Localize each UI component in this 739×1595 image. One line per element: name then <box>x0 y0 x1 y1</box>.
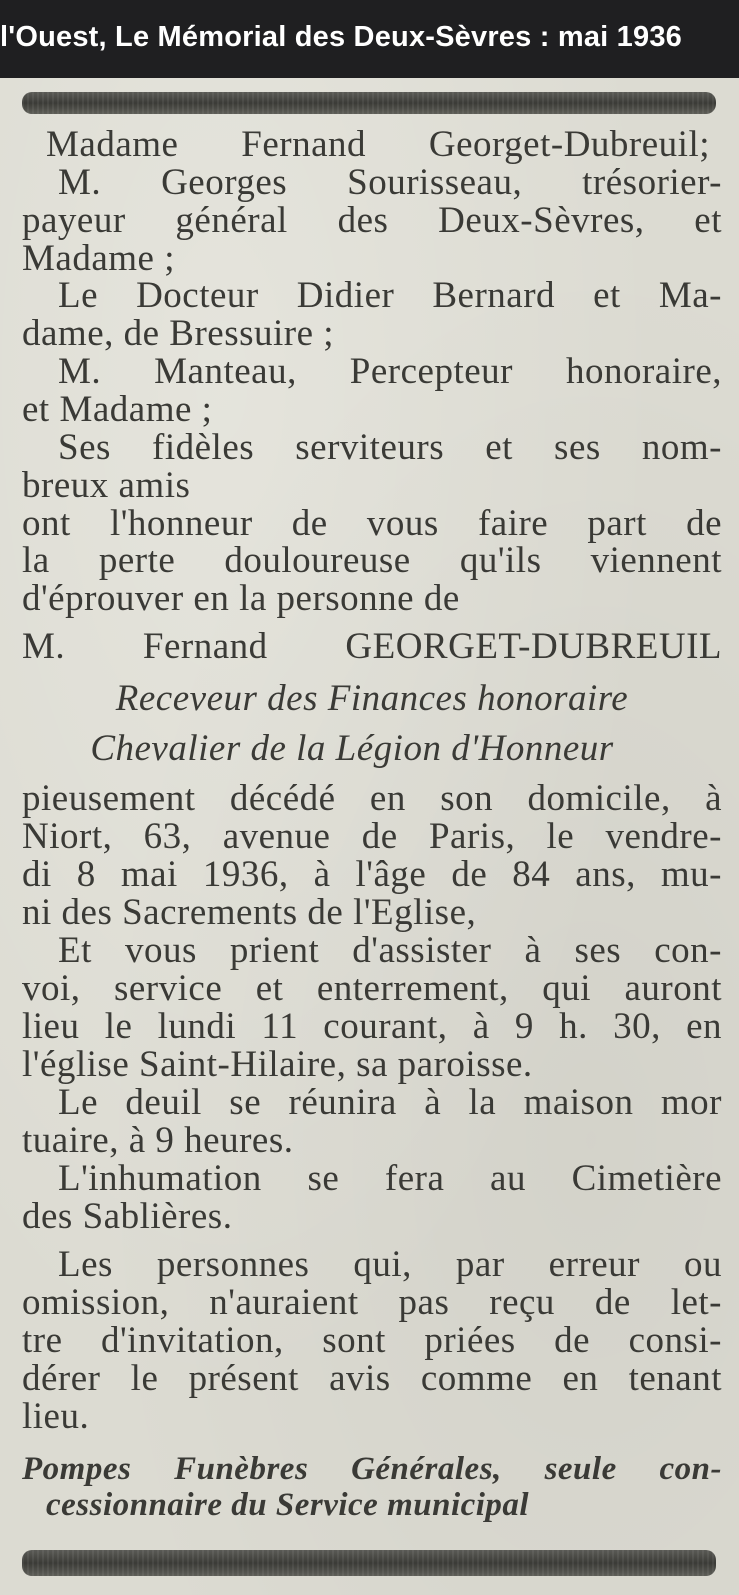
notice-line-23: lieu le lundi 11 courant, à 9 h. 30, en <box>22 1006 722 1047</box>
top-decorative-rule <box>22 92 716 114</box>
deceased-honour: Chevalier de la Légion d'Honneur <box>90 728 614 769</box>
notice-line-1: Madame Fernand Georget-Dubreuil; <box>46 124 710 165</box>
notice-line-7: M. Manteau, Percepteur honoraire, <box>58 351 722 392</box>
notice-line-8: et Madame ; <box>22 389 213 430</box>
notice-line-30: omission, n'auraient pas reçu de let- <box>22 1282 722 1323</box>
bottom-decorative-rule <box>22 1550 716 1576</box>
notice-line-22: voi, service et enterrement, qui auront <box>22 968 722 1009</box>
notice-line-2: M. Georges Sourisseau, trésorier- <box>58 162 722 203</box>
notice-line-3: payeur général des Deux-Sèvres, et <box>22 200 722 241</box>
notice-line-17: pieusement décédé en son domicile, à <box>22 778 722 819</box>
notice-line-18: Niort, 63, avenue de Paris, le vendre- <box>22 816 722 857</box>
notice-line-20: ni des Sacrements de l'Eglise, <box>22 892 477 933</box>
notice-line-26: tuaire, à 9 heures. <box>22 1120 294 1161</box>
notice-line-28: des Sablières. <box>22 1196 233 1237</box>
notice-line-25: Le deuil se réunira à la maison mor <box>58 1082 722 1123</box>
notice-line-31: tre d'invitation, sont priées de consi- <box>22 1320 722 1361</box>
notice-line-13: d'éprouver en la personne de <box>22 578 460 619</box>
newspaper-clipping <box>0 78 739 1595</box>
notice-line-12: la perte douloureuse qu'ils viennent <box>22 540 722 581</box>
notice-line-4: Madame ; <box>22 238 175 279</box>
page-title: l'Ouest, Le Mémorial des Deux-Sèvres : mai 1936 <box>0 20 682 53</box>
notice-line-24: l'église Saint-Hilaire, sa paroisse. <box>22 1044 533 1085</box>
notice-line-6: dame, de Bressuire ; <box>22 313 335 354</box>
notice-line-11: ont l'honneur de vous faire part de <box>22 503 722 544</box>
notice-line-10: breux amis <box>22 465 191 506</box>
notice-line-27: L'inhumation se fera au Cimetière <box>58 1158 722 1199</box>
notice-line-21: Et vous prient d'assister à ses con- <box>58 930 722 971</box>
notice-line-5: Le Docteur Didier Bernard et Ma- <box>58 275 722 316</box>
deceased-title: Receveur des Finances honoraire <box>115 678 629 719</box>
header-bar <box>0 0 739 78</box>
notice-line-32: dérer le présent avis comme en tenant <box>22 1358 722 1399</box>
notice-line-19: di 8 mai 1936, à l'âge de 84 ans, mu- <box>22 854 722 895</box>
notice-line-29: Les personnes qui, par erreur ou <box>58 1244 722 1285</box>
deceased-name: M. Fernand GEORGET-DUBREUIL <box>22 626 722 667</box>
funeral-home-line-1: Pompes Funèbres Générales, seule con- <box>22 1451 722 1487</box>
funeral-home-line-2: cessionnaire du Service municipal <box>46 1487 530 1523</box>
notice-line-33: lieu. <box>22 1396 90 1437</box>
notice-line-9: Ses fidèles serviteurs et ses nom- <box>58 427 722 468</box>
